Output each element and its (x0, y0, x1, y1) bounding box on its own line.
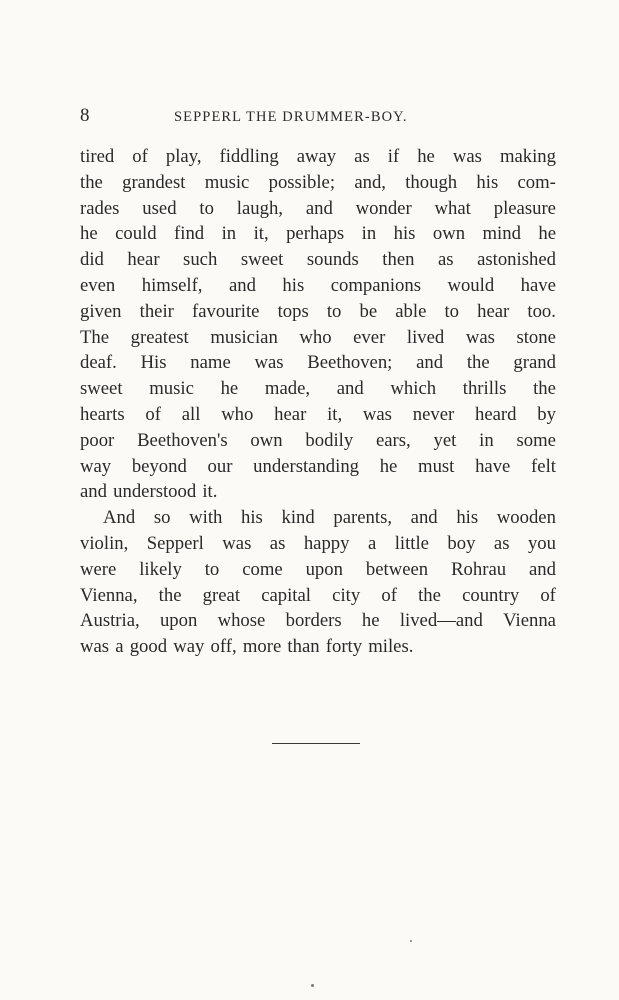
text-line: way beyond our understanding he must have felt (80, 455, 556, 477)
text-line: tired of play, fiddling away as if he was making (80, 146, 556, 167)
paper-speck (410, 940, 412, 942)
paragraph (80, 505, 556, 660)
text-line: even himself, and his companions would have (80, 274, 556, 296)
text-line: Vienna, the great capital city of the country of (80, 584, 556, 606)
page-number: 8 (80, 105, 90, 126)
text-line: and understood it. (80, 481, 218, 503)
paper-speck (311, 984, 314, 987)
paragraph (80, 144, 556, 505)
text-line: poor Beethoven's own bodily ears, yet in some (80, 429, 556, 451)
running-head (80, 106, 544, 126)
text-line: violin, Sepperl was as happy a little boy as you (80, 532, 556, 554)
text-line: was a good way off, more than forty miles. (80, 636, 414, 658)
text-line: the grandest music possible; and, though his com- (80, 171, 556, 193)
text-line: given their favourite tops to be able to hear too. (80, 300, 556, 322)
text-line: deaf. His name was Beethoven; and the grand (80, 352, 556, 374)
text-line: he could find in it, perhaps in his own mind he (80, 223, 556, 245)
body-text (80, 144, 556, 660)
text-line: did hear such sweet sounds then as astonished (80, 249, 556, 271)
text-line: sweet music he made, and which thrills the (80, 378, 556, 400)
text-line: And so with his kind parents, and his wooden (103, 507, 556, 529)
text-line: hearts of all who hear it, was never heard by (80, 403, 556, 425)
text-line: The greatest musician who ever lived was stone (80, 326, 556, 348)
text-line: Austria, upon whose borders he lived—and Vienna (80, 610, 556, 632)
section-rule (272, 743, 360, 744)
text-line: rades used to laugh, and wonder what pleasure (80, 197, 556, 219)
running-title: SEPPERL THE DRUMMER-BOY. (174, 109, 408, 125)
text-line: were likely to come upon between Rohrau and (80, 558, 556, 580)
